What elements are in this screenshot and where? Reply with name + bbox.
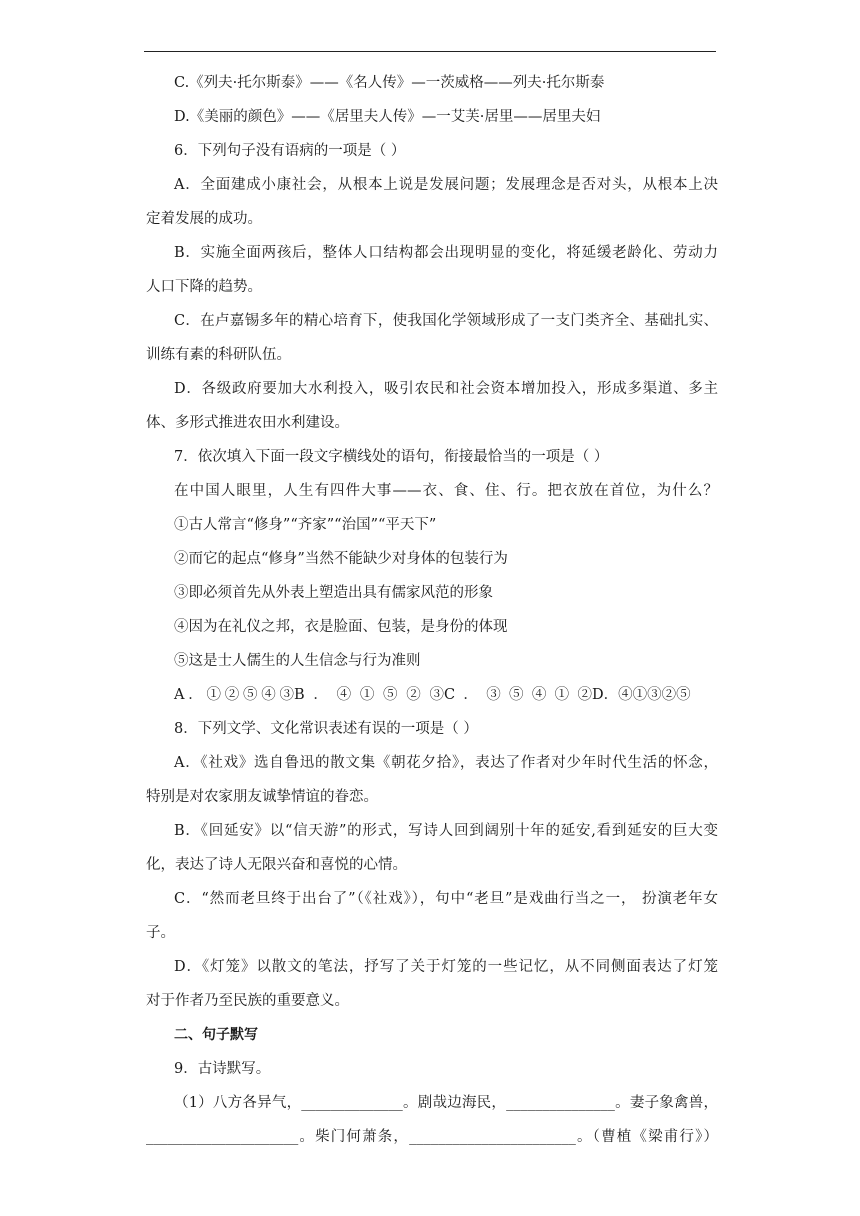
text-line: B．实施全面两孩后，整体人口结构都会出现明显的变化，将延缓老龄化、劳动力	[174, 245, 718, 261]
questions-block-1	[146, 66, 718, 678]
text-line: D．《灯笼》以散文的笔法，抒写了关于灯笼的一些记忆，从不同侧面表达了灯笼	[174, 959, 718, 975]
text-line: 特别是对农家朋友诚挚情谊的眷恋。	[146, 789, 378, 805]
text-line: ④因为在礼仪之邦，衣是脸面、包装，是身份的体现	[174, 619, 508, 635]
text-line: 体、多形式推进农田水利建设。	[146, 415, 349, 431]
text-line: 7．依次填入下面一段文字横线处的语句，衔接最恰当的一项是（ ）	[174, 449, 609, 465]
text-line: 子。	[146, 925, 175, 941]
questions-block-3	[146, 1052, 718, 1154]
text-line: 化，表达了诗人无限兴奋和喜悦的心情。	[146, 857, 407, 873]
text-line: _____________________。柴门何萧条，_______________________。（曹植《梁甫行》）	[146, 1129, 718, 1145]
text-line: 人口下降的趋势。	[146, 279, 262, 295]
text-line: （1）八方各异气，______________。剧哉边海民，_______________。妻子象禽兽，	[174, 1095, 718, 1111]
text-line: 9．古诗默写。	[174, 1061, 271, 1077]
text-line: 对于作者乃至民族的重要意义。	[146, 993, 349, 1009]
text-line: C.《列夫·托尔斯泰》——《名人传》—一茨威格——列夫·托尔斯泰	[174, 75, 605, 91]
text-line: 在中国人眼里，人生有四件大事——衣、食、住、行。把衣放在首位，为什么？	[174, 483, 718, 499]
text-line: C．在卢嘉锡多年的精心培育下，使我国化学领域形成了一支门类齐全、基础扎实、	[174, 313, 718, 329]
q7-option-c: C．③⑤④①②	[444, 687, 592, 703]
text-line: C．“然而老旦终于出台了”（《社戏》），句中“老旦”是戏曲行当之一， 扮演老年女	[174, 891, 718, 907]
text-line: A．《社戏》选自鲁迅的散文集《朝花夕拾》，表达了作者对少年时代生活的怀念，	[174, 755, 718, 771]
text-line: A．全面建成小康社会，从根本上说是发展问题；发展理念是否对头，从根本上决	[174, 177, 718, 193]
text-line: 8．下列文学、文化常识表述有误的一项是（ ）	[174, 721, 478, 737]
q7-option-a: A．①②⑤④③	[174, 687, 294, 703]
q7-option-b: B．④①⑤②③	[294, 687, 444, 703]
questions-block-2	[146, 712, 718, 1018]
section-title: 二、句子默写	[174, 1027, 258, 1043]
text-line: ②而它的起点“修身”当然不能缺少对身体的包装行为	[174, 551, 508, 567]
text-line: D.《美丽的颜色》——《居里夫人传》—一艾芙·居里——居里夫妇	[174, 109, 601, 125]
document-content	[146, 66, 718, 1154]
text-line: 定着发展的成功。	[146, 211, 262, 227]
text-line: D．各级政府要加大水利投入，吸引农民和社会资本增加投入，形成多渠道、多主	[174, 381, 718, 397]
header-rule	[144, 51, 716, 52]
text-line: ③即必须首先从外表上塑造出具有儒家风范的形象	[174, 585, 493, 601]
text-line: 训练有素的科研队伍。	[146, 347, 291, 363]
text-line: 6．下列句子没有语病的一项是（ ）	[174, 143, 406, 159]
text-line: ①古人常言“修身”“齐家”“治国”“平天下”	[174, 517, 437, 533]
text-line: ⑤这是士人儒生的人生信念与行为准则	[174, 653, 421, 669]
q7-option-d: D．④①③②⑤	[592, 687, 691, 703]
q7-options-row	[146, 678, 718, 712]
text-line: B．《回延安》以“信天游”的形式，写诗人回到阔别十年的延安,看到延安的巨大变	[174, 823, 718, 839]
